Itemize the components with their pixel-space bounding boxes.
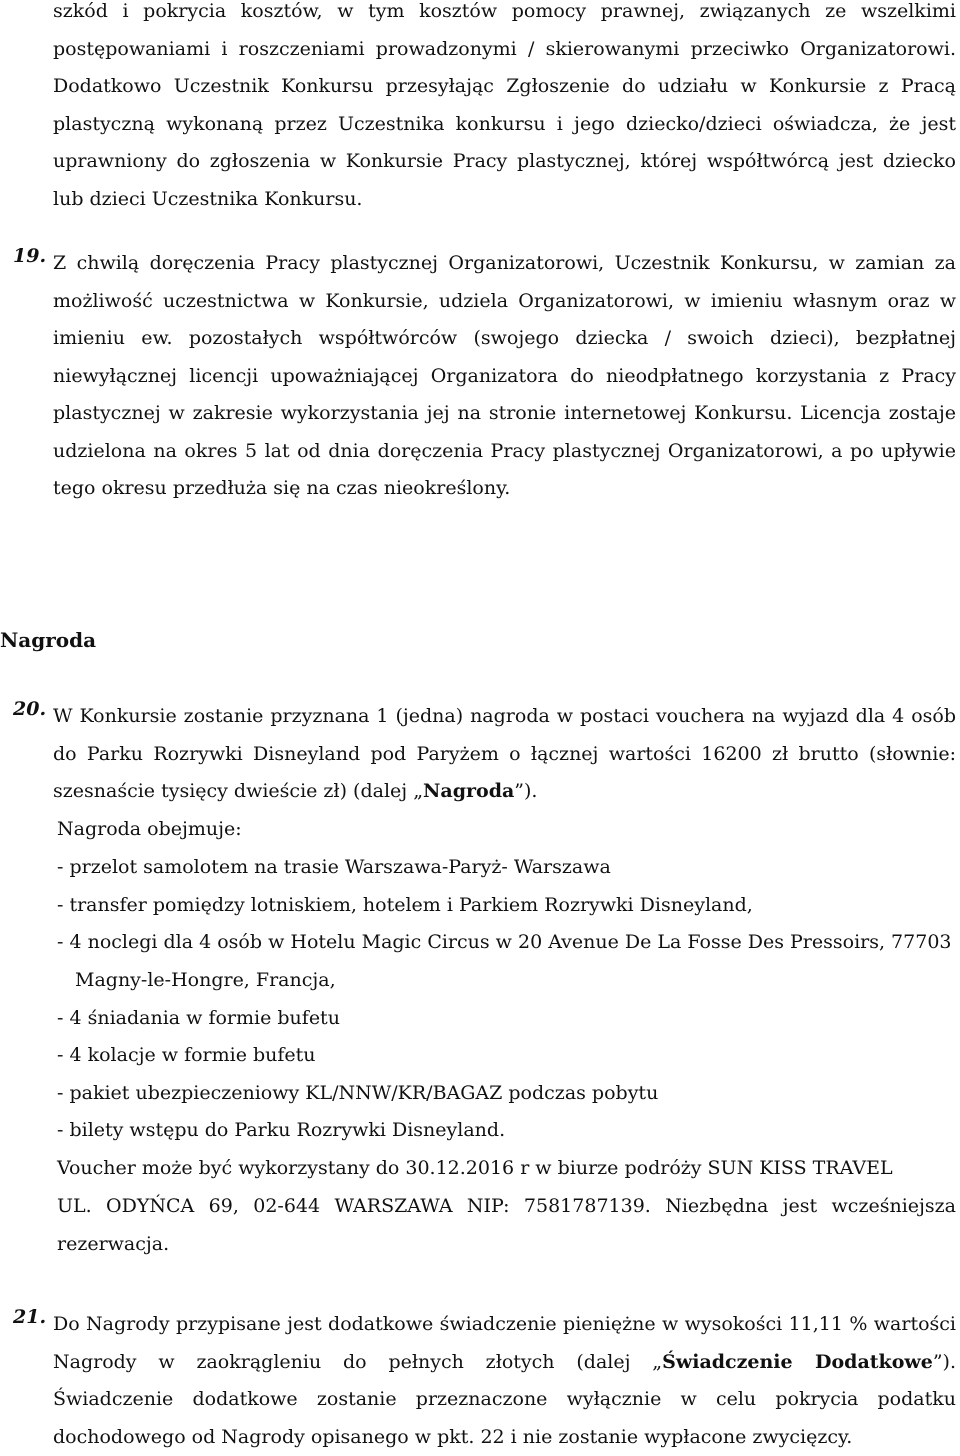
paragraph-20 [53, 698, 956, 811]
text-line: możliwość uczestnictwa w Konkursie, udziela Organizatorowi, w imieniu własnym oraz w [53, 283, 956, 321]
text-line: udzielona na okres 5 lat od dnia doręczenia Pracy plastycznej Organizatorowi, a po upływie [53, 433, 956, 471]
defined-term: Świadczenie Dodatkowe [662, 1351, 933, 1373]
text-line: plastycznej w zakresie wykorzystania jej na stronie internetowej Konkursu. Licencja zostaje [53, 395, 956, 433]
text-line: Świadczenie dodatkowe zostanie przeznaczone wyłącznie w celu pokrycia podatku [53, 1381, 956, 1419]
text-line: lub dzieci Uczestnika Konkursu. [53, 181, 956, 219]
paragraph-21 [53, 1306, 956, 1456]
prize-item: - 4 noclegi dla 4 osób w Hotelu Magic Circus w 20 Avenue De La Fosse Des Pressoirs, 77703 [57, 924, 952, 962]
text-line: tego okresu przedłuża się na czas nieokreślony. [53, 470, 956, 508]
text-line: szesnaście tysięcy dwieście zł) (dalej „Nagroda”). [53, 773, 956, 811]
prize-includes-label: Nagroda obejmuje: [57, 811, 242, 849]
text-line: do Parku Rozrywki Disneyland pod Paryżem o łącznej wartości 16200 zł brutto (słownie: [53, 736, 956, 774]
text-line: niewyłącznej licencji upoważniającej Organizatora do nieodpłatnego korzystania z Pracy [53, 358, 956, 396]
section-heading: Nagroda [0, 622, 96, 660]
text-line: Z chwilą doręczenia Pracy plastycznej Organizatorowi, Uczestnik Konkursu, w zamian za [53, 245, 956, 283]
text-line: W Konkursie zostanie przyznana 1 (jedna) nagroda w postaci vouchera na wyjazd dla 4 osób [53, 698, 956, 736]
prize-item: - 4 kolacje w formie bufetu [57, 1037, 316, 1075]
prize-item-continuation: Magny-le-Hongre, Francja, [75, 962, 336, 1000]
prize-item: - transfer pomiędzy lotniskiem, hotelem i Parkiem Rozrywki Disneyland, [57, 887, 753, 925]
prize-item: - bilety wstępu do Parku Rozrywki Disneyland. [57, 1112, 505, 1150]
paragraph-19 [53, 245, 956, 508]
text-line: szkód i pokrycia kosztów, w tym kosztów pomocy prawnej, związanych ze wszelkimi [53, 0, 956, 31]
defined-term: Nagroda [423, 780, 514, 802]
text-line: postępowaniami i roszczeniami prowadzonymi / skierowanymi przeciwko Organizatorowi. [53, 31, 956, 69]
voucher-line: rezerwacja. [57, 1226, 169, 1264]
voucher-line: Voucher może być wykorzystany do 30.12.2016 r w biurze podróży SUN KISS TRAVEL [57, 1150, 893, 1188]
paragraph-number-21: 21. [13, 1306, 46, 1328]
text-line: uprawniony do zgłoszenia w Konkursie Pracy plastycznej, której współtwórcą jest dziecko [53, 143, 956, 181]
intro-paragraph [53, 0, 956, 218]
voucher-line: UL. ODYŃCA 69, 02-644 WARSZAWA NIP: 7581787139. Niezbędna jest wcześniejsza [57, 1188, 956, 1226]
text-line: plastyczną wykonaną przez Uczestnika konkursu i jego dziecko/dzieci oświadcza, że jest [53, 106, 956, 144]
prize-item: - 4 śniadania w formie bufetu [57, 1000, 340, 1038]
text-line: dochodowego od Nagrody opisanego w pkt. 22 i nie zostanie wypłacone zwycięzcy. [53, 1419, 956, 1456]
prize-item: - przelot samolotem na trasie Warszawa-Paryż- Warszawa [57, 849, 611, 887]
text-line: imieniu ew. pozostałych współtwórców (swojego dziecka / swoich dzieci), bezpłatnej [53, 320, 956, 358]
text-line: Dodatkowo Uczestnik Konkursu przesyłając Zgłoszenie do udziału w Konkursie z Pracą [53, 68, 956, 106]
prize-item: - pakiet ubezpieczeniowy KL/NNW/KR/BAGAZ podczas pobytu [57, 1075, 658, 1113]
paragraph-number-20: 20. [13, 698, 46, 720]
text-line: Do Nagrody przypisane jest dodatkowe świadczenie pieniężne w wysokości 11,11 % wartości [53, 1306, 956, 1344]
paragraph-number-19: 19. [13, 245, 46, 267]
text-line: Nagrody w zaokrągleniu do pełnych złotych (dalej „Świadczenie Dodatkowe”). [53, 1344, 956, 1382]
